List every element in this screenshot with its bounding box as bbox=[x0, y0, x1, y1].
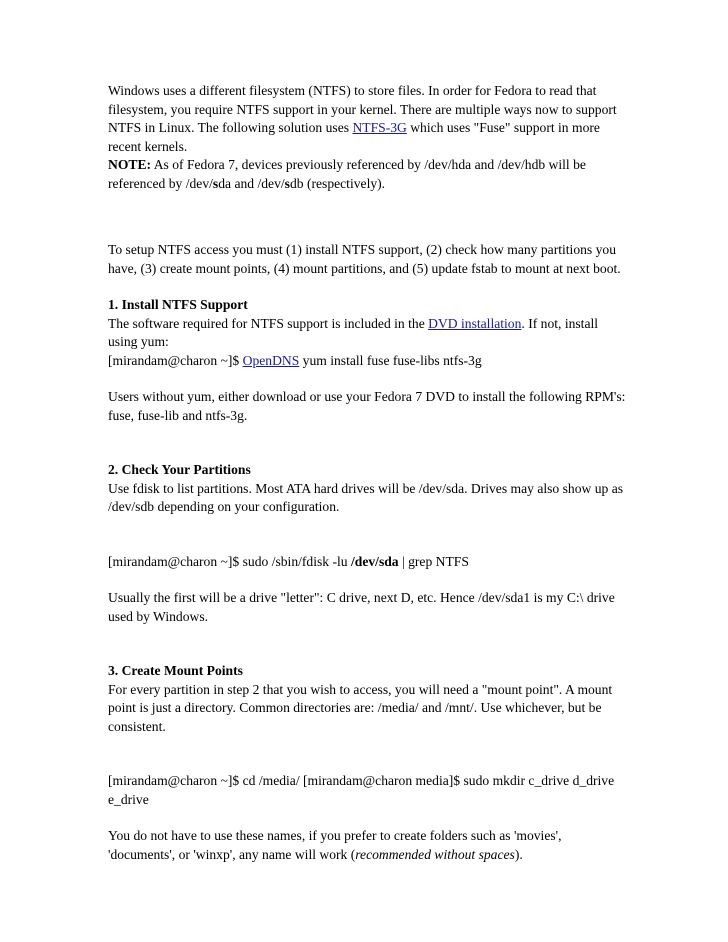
step3-command: [mirandam@charon ~]$ cd /media/ [mirandam@charon media]$ sudo mkdir c_drive d_drive e_drive bbox=[108, 773, 615, 807]
step3-names-b: ). bbox=[514, 846, 523, 862]
step2-section bbox=[108, 461, 628, 517]
step1-heading: 1. Install NTFS Support bbox=[108, 297, 248, 312]
spacer bbox=[108, 736, 628, 772]
step2-text: Use fdisk to list partitions. Most ATA hard drives will be /dev/sda. Drives may also show up as /dev/sdb depending on your configuration. bbox=[108, 480, 624, 514]
step2-command bbox=[108, 553, 628, 572]
spacer bbox=[108, 278, 628, 296]
dvd-installation-link[interactable]: DVD installation bbox=[428, 315, 522, 331]
spacer bbox=[108, 571, 628, 589]
note-bold-s2: s bbox=[284, 175, 290, 191]
step2-cmd-b: | grep NTFS bbox=[398, 553, 469, 569]
intro-paragraph bbox=[108, 82, 628, 193]
step3-section bbox=[108, 662, 628, 736]
step1-text-b: . If not, install using yum: bbox=[108, 315, 599, 349]
step1-section bbox=[108, 296, 628, 370]
step3-names-a: You do not have to use these names, if you prefer to create folders such as 'movies', 'documents', or 'winxp', any name will work ( bbox=[108, 828, 562, 862]
spacer bbox=[108, 370, 628, 388]
step2-cmd-a: [mirandam@charon ~]$ sudo /sbin/fdisk -lu bbox=[108, 553, 351, 569]
step1-cmd-prefix: [mirandam@charon ~]$ bbox=[108, 352, 243, 368]
note-bold-s1: s bbox=[212, 175, 219, 191]
spacer bbox=[108, 809, 628, 827]
step1-cmd-suffix: yum install fuse fuse-libs ntfs-3g bbox=[299, 352, 482, 368]
step1-alt-text: Users without yum, either download or use your Fedora 7 DVD to install the following RPM's: fuse, fuse-lib and ntfs-3g. bbox=[108, 389, 626, 423]
step1-text-a: The software required for NTFS support is included in the bbox=[108, 315, 429, 331]
spacer bbox=[108, 425, 628, 461]
overview-paragraph: To setup NTFS access you must (1) install NTFS support, (2) check how many partitions you have, (3) create mount points, (4) mount partitions, and (5) update fstab to mount at next boot. bbox=[108, 242, 621, 276]
step3-names-note bbox=[108, 827, 628, 864]
note-text-a: As of Fedora 7, devices previously referenced by /dev/hda and /dev/hdb will be referenced by /dev/ bbox=[108, 157, 586, 191]
step2-heading: 2. Check Your Partitions bbox=[108, 462, 251, 477]
spacer bbox=[108, 517, 628, 553]
spacer bbox=[108, 193, 628, 241]
step2-note: Usually the first will be a drive "letter": C drive, next D, etc. Hence /dev/sda1 is my C:\ drive used by Windows. bbox=[108, 590, 615, 624]
step3-heading: 3. Create Mount Points bbox=[108, 663, 243, 678]
opendns-link[interactable]: OpenDNS bbox=[242, 352, 300, 368]
note-text-c: db (respectively). bbox=[289, 175, 386, 191]
step3-names-italic: recommended without spaces bbox=[355, 846, 515, 862]
spacer bbox=[108, 626, 628, 662]
ntfs-3g-link[interactable]: NTFS-3G bbox=[352, 120, 407, 135]
step2-cmd-bold: /dev/sda bbox=[351, 553, 399, 569]
note-text-b: da and /dev/ bbox=[218, 175, 285, 191]
intro-text-end: which uses "Fuse" support in more recent kernels. bbox=[108, 120, 600, 154]
intro-text: Windows uses a different filesystem (NTFS) to store files. In order for Fedora to read that filesystem, you require NTFS support in your kernel. There are multiple ways now to support NTFS in Linux. The following solution uses bbox=[108, 83, 617, 135]
note-label: NOTE: bbox=[108, 157, 152, 172]
document-page bbox=[108, 82, 628, 864]
step3-text: For every partition in step 2 that you wish to access, you will need a "mount point". A mount point is just a directory. Common directories are: /media/ and /mnt/. Use whichever, but be consistent. bbox=[108, 681, 613, 734]
